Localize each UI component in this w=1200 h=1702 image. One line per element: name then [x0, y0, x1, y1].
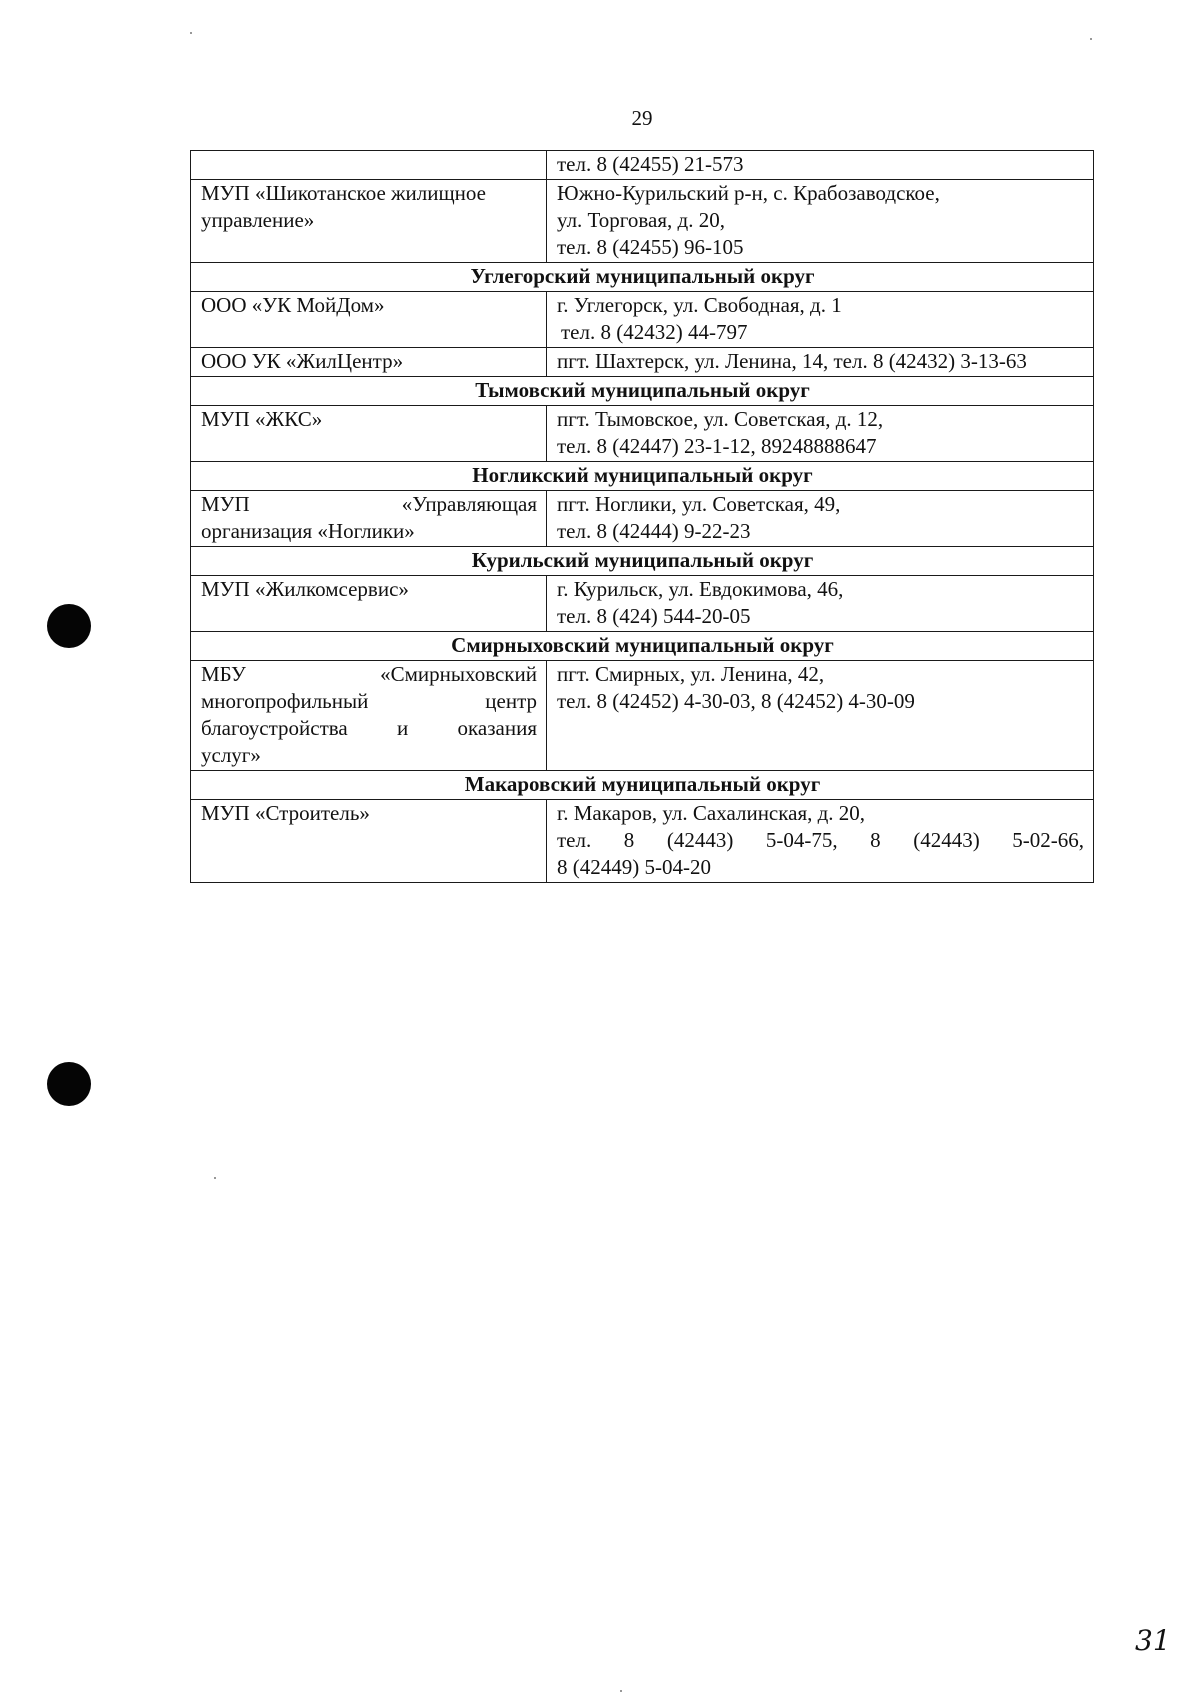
district-row	[191, 632, 1094, 661]
organization-cell	[191, 151, 547, 180]
table-row	[191, 180, 1094, 263]
scan-speck	[1090, 38, 1092, 40]
contact-line: тел. 8 (42452) 4-30-03, 8 (42452) 4-30-09	[557, 689, 915, 713]
contact-cell	[547, 151, 1094, 180]
contact-line: Южно-Курильский р-н, с. Крабозаводское,	[557, 181, 940, 205]
organization-line: организация «Ноглики»	[201, 519, 415, 543]
organization-line: управление»	[201, 208, 315, 232]
contact-cell	[547, 491, 1094, 547]
page-number: 29	[631, 106, 653, 130]
organization-line: МУП «Жилкомсервис»	[201, 577, 409, 601]
organization-line: ООО «УК МойДом»	[201, 293, 385, 317]
table-row	[191, 800, 1094, 883]
district-row	[191, 263, 1094, 292]
organization-line: ООО УК «ЖилЦентр»	[201, 349, 404, 373]
contact-line: тел. 8 (424) 544-20-05	[557, 604, 751, 628]
contact-line: г. Курильск, ул. Евдокимова, 46,	[557, 577, 844, 601]
contact-line: пгт. Ноглики, ул. Советская, 49,	[557, 492, 841, 516]
contact-line: пгт. Шахтерск, ул. Ленина, 14, тел. 8 (42432) 3-13-63	[557, 349, 1027, 373]
contact-line: тел. 8 (42444) 9-22-23	[557, 519, 751, 543]
contact-line: тел. 8 (42432) 44-797	[561, 320, 748, 344]
scan-speck	[190, 32, 192, 34]
district-row	[191, 377, 1094, 406]
punch-hole	[47, 1062, 91, 1106]
organization-cell	[191, 348, 547, 377]
contact-line: тел. 8 (42443) 5-04-75, 8 (42443) 5-02-66,	[557, 828, 1084, 852]
contact-cell	[547, 348, 1094, 377]
table-row	[191, 348, 1094, 377]
organization-line: услуг»	[201, 743, 261, 767]
contact-line: г. Макаров, ул. Сахалинская, д. 20,	[557, 801, 866, 825]
handwritten-sheet-number: 31	[1135, 1624, 1171, 1657]
contact-cell	[547, 292, 1094, 348]
organization-cell	[191, 292, 547, 348]
table-row	[191, 151, 1094, 180]
contact-line: тел. 8 (42455) 21-573	[557, 152, 744, 176]
organization-cell	[191, 406, 547, 462]
organization-cell	[191, 661, 547, 771]
table-row	[191, 491, 1094, 547]
scan-speck	[620, 1690, 622, 1692]
district-heading: Макаровский муниципальный округ	[191, 771, 1094, 800]
table-row	[191, 661, 1094, 771]
organization-line: МУП «Управляющая	[201, 492, 537, 516]
district-row	[191, 771, 1094, 800]
organization-line: МБУ «Смирныховский	[201, 662, 537, 686]
contact-cell	[547, 661, 1094, 771]
management-companies-table	[190, 150, 1094, 883]
organization-cell	[191, 800, 547, 883]
district-row	[191, 547, 1094, 576]
contact-line: г. Углегорск, ул. Свободная, д. 1	[557, 293, 842, 317]
contact-cell	[547, 576, 1094, 632]
organization-cell	[191, 576, 547, 632]
organization-line: многопрофильный центр	[201, 689, 537, 713]
scan-speck	[214, 1177, 216, 1179]
district-heading: Ногликский муниципальный округ	[191, 462, 1094, 491]
district-heading: Курильский муниципальный округ	[191, 547, 1094, 576]
contact-line: тел. 8 (42455) 96-105	[557, 235, 744, 259]
contact-line: тел. 8 (42447) 23-1-12, 89248888647	[557, 434, 877, 458]
contact-line: пгт. Смирных, ул. Ленина, 42,	[557, 662, 825, 686]
contact-line: ул. Торговая, д. 20,	[557, 208, 725, 232]
organization-cell	[191, 180, 547, 263]
contact-cell	[547, 180, 1094, 263]
contact-cell	[547, 800, 1094, 883]
district-heading: Тымовский муниципальный округ	[191, 377, 1094, 406]
organization-line: благоустройства и оказания	[201, 716, 537, 740]
table-row	[191, 292, 1094, 348]
district-heading: Углегорский муниципальный округ	[191, 263, 1094, 292]
contact-cell	[547, 406, 1094, 462]
table-row	[191, 406, 1094, 462]
table-row	[191, 576, 1094, 632]
organization-line: МУП «Шикотанское жилищное	[201, 181, 486, 205]
contact-line: 8 (42449) 5-04-20	[557, 855, 711, 879]
district-row	[191, 462, 1094, 491]
organization-cell	[191, 491, 547, 547]
organization-line: МУП «Строитель»	[201, 801, 370, 825]
punch-hole	[47, 604, 91, 648]
contact-line: пгт. Тымовское, ул. Советская, д. 12,	[557, 407, 884, 431]
district-heading: Смирныховский муниципальный округ	[191, 632, 1094, 661]
organization-line: МУП «ЖКС»	[201, 407, 323, 431]
